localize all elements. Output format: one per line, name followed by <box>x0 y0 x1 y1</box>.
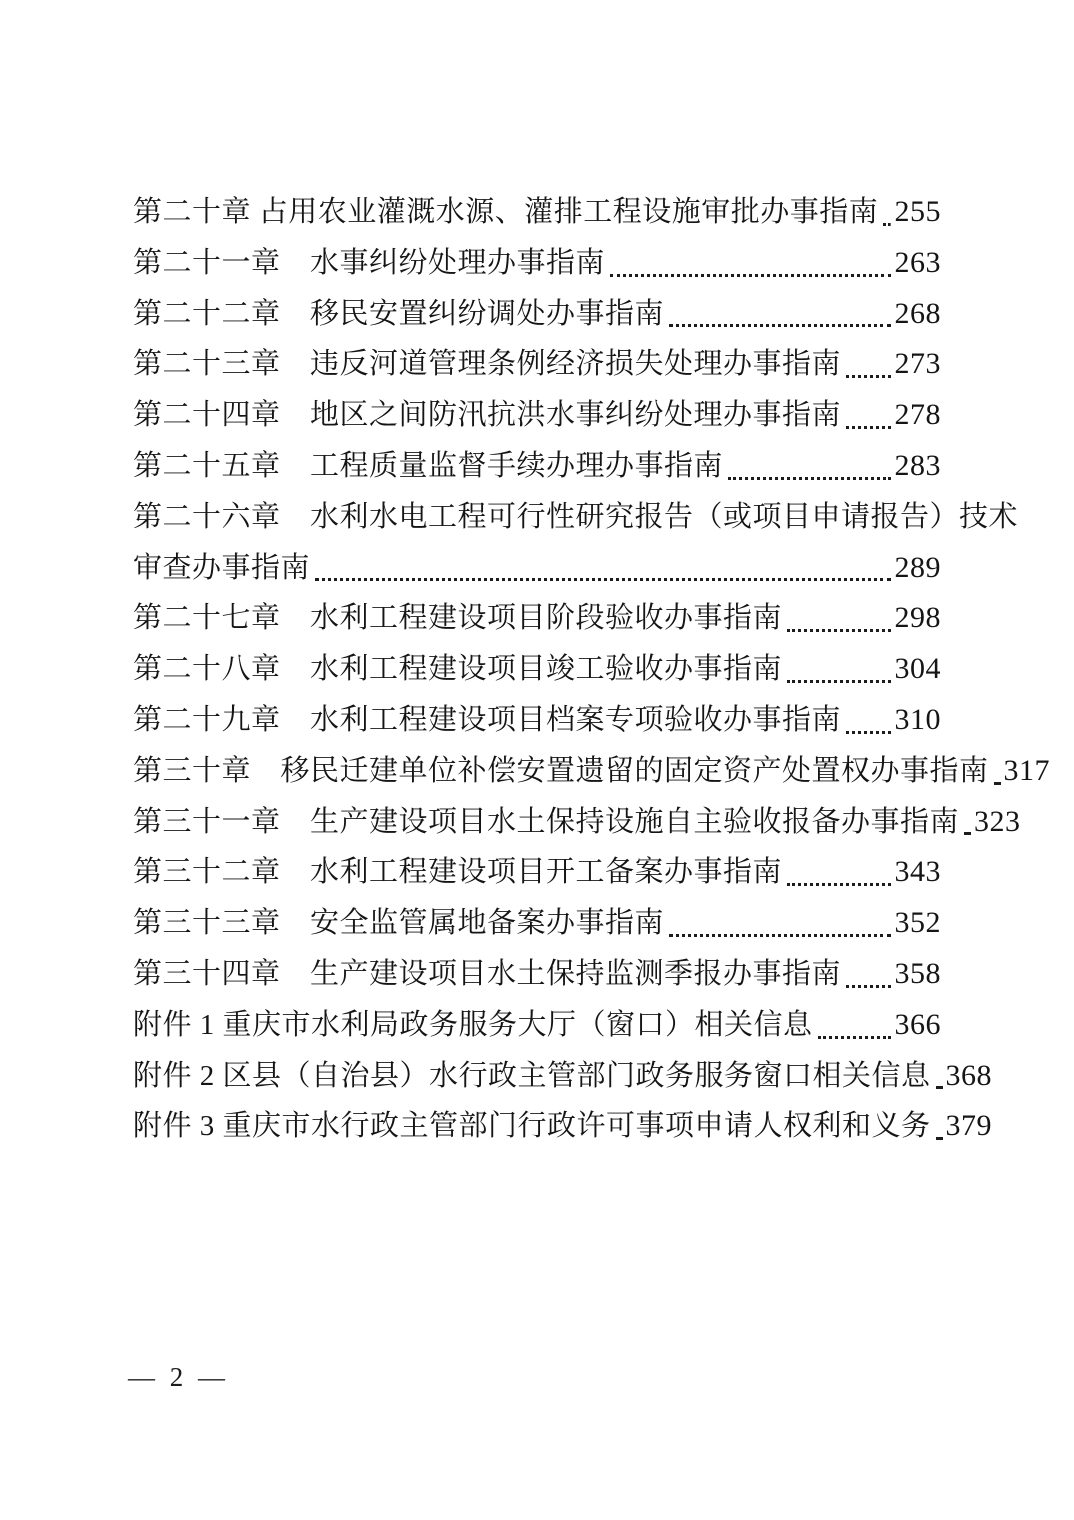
toc-entry-text: 第二十章 占用农业灌溉水源、灌排工程设施审批办事指南 <box>133 196 879 228</box>
toc-page-number: 323 <box>974 804 1021 838</box>
toc-entry-text: 第二十四章 地区之间防汛抗洪水事纠纷处理办事指南 <box>133 399 842 432</box>
toc-entry-text: 第三十一章 生产建设项目水土保持设施自主验收报备办事指南 <box>133 805 960 838</box>
dot-leader <box>846 426 890 429</box>
dot-leader <box>936 1137 942 1140</box>
dot-leader <box>883 223 890 226</box>
dot-leader <box>610 274 890 277</box>
toc-entry-text: 第三十四章 生产建设项目水土保持监测季报办事指南 <box>133 957 842 990</box>
toc-entry-text: 第二十三章 违反河道管理条例经济损失处理办事指南 <box>133 348 842 381</box>
toc-page-number: 379 <box>945 1109 993 1143</box>
dot-leader <box>846 731 890 734</box>
toc-page-number: 352 <box>894 906 941 940</box>
dot-leader <box>846 375 890 378</box>
toc-page-number: 317 <box>1003 753 1051 787</box>
dot-leader <box>994 782 1000 785</box>
toc-row <box>133 543 941 594</box>
toc-row <box>133 644 941 695</box>
toc-entry-text: 第二十七章 水利工程建设项目阶段验收办事指南 <box>133 602 783 635</box>
dot-leader <box>315 578 890 581</box>
dot-leader <box>669 324 890 327</box>
toc-page-number: 278 <box>894 398 941 432</box>
toc-page-number: 263 <box>894 245 941 279</box>
toc-row <box>133 847 941 898</box>
toc-entry-text: 第二十五章 工程质量监督手续办理办事指南 <box>133 449 724 482</box>
toc-row <box>133 238 941 289</box>
dot-leader <box>787 629 890 632</box>
toc-row <box>133 1101 993 1152</box>
toc-row <box>133 797 1021 848</box>
toc-row <box>133 695 941 746</box>
toc-row <box>133 441 941 492</box>
toc-row <box>133 289 941 340</box>
toc-page-number: 298 <box>894 601 941 635</box>
dot-leader <box>728 477 890 480</box>
toc-row <box>133 187 941 238</box>
toc-row <box>133 1051 993 1102</box>
dot-leader <box>669 934 890 937</box>
toc-page-number: 310 <box>894 702 941 736</box>
dot-leader <box>964 832 970 835</box>
toc-entry-text: 第二十九章 水利工程建设项目档案专项验收办事指南 <box>133 703 842 736</box>
toc-row <box>133 898 941 949</box>
toc-page-number: 289 <box>894 550 941 584</box>
toc-page-number: 343 <box>894 855 941 889</box>
toc-entry-text: 第二十二章 移民安置纠纷调处办事指南 <box>133 297 665 330</box>
toc-page-number: 304 <box>894 652 941 686</box>
toc-page-number: 283 <box>894 448 941 482</box>
toc-entry-text: 第三十章 移民迁建单位补偿安置遗留的固定资产处置权办事指南 <box>133 754 989 787</box>
footer-page-number: — 2 — <box>128 1362 229 1392</box>
toc-entry-text: 第三十二章 水利工程建设项目开工备案办事指南 <box>133 856 783 889</box>
toc-entry-text: 第三十三章 安全监管属地备案办事指南 <box>133 907 665 940</box>
toc-row <box>133 492 1019 543</box>
dot-leader <box>787 680 890 683</box>
toc-page-number: 273 <box>894 347 941 381</box>
toc-row <box>133 339 941 390</box>
toc-page-number: 366 <box>894 1007 941 1041</box>
dot-leader <box>818 1036 891 1039</box>
dot-leader <box>787 883 890 886</box>
dot-leader <box>846 985 890 988</box>
toc-row <box>133 593 941 644</box>
toc-entry-text: 附件 3 重庆市水行政主管部门行政许可事项申请人权利和义务 <box>133 1110 931 1143</box>
table-of-contents <box>133 187 1051 1152</box>
toc-row <box>133 949 941 1000</box>
dot-leader <box>936 1086 942 1089</box>
toc-page-number: 255 <box>894 195 941 228</box>
toc-entry-text: 第二十八章 水利工程建设项目竣工验收办事指南 <box>133 653 783 686</box>
toc-entry-text: 第二十一章 水事纠纷处理办事指南 <box>133 246 606 279</box>
toc-page-number: 368 <box>945 1058 993 1092</box>
toc-entry-text: 第二十六章 水利水电工程可行性研究报告（或项目申请报告）技术 <box>133 500 1019 533</box>
toc-row <box>133 1000 941 1051</box>
toc-entry-text: 附件 1 重庆市水利局政务服务大厅（窗口）相关信息 <box>133 1008 813 1041</box>
toc-row <box>133 390 941 441</box>
toc-entry-text: 附件 2 区县（自治县）水行政主管部门政务服务窗口相关信息 <box>133 1059 931 1092</box>
toc-page-number: 268 <box>894 296 941 330</box>
toc-entry-text: 审查办事指南 <box>133 551 311 584</box>
toc-row <box>133 746 1051 797</box>
toc-page-number: 358 <box>894 956 941 990</box>
